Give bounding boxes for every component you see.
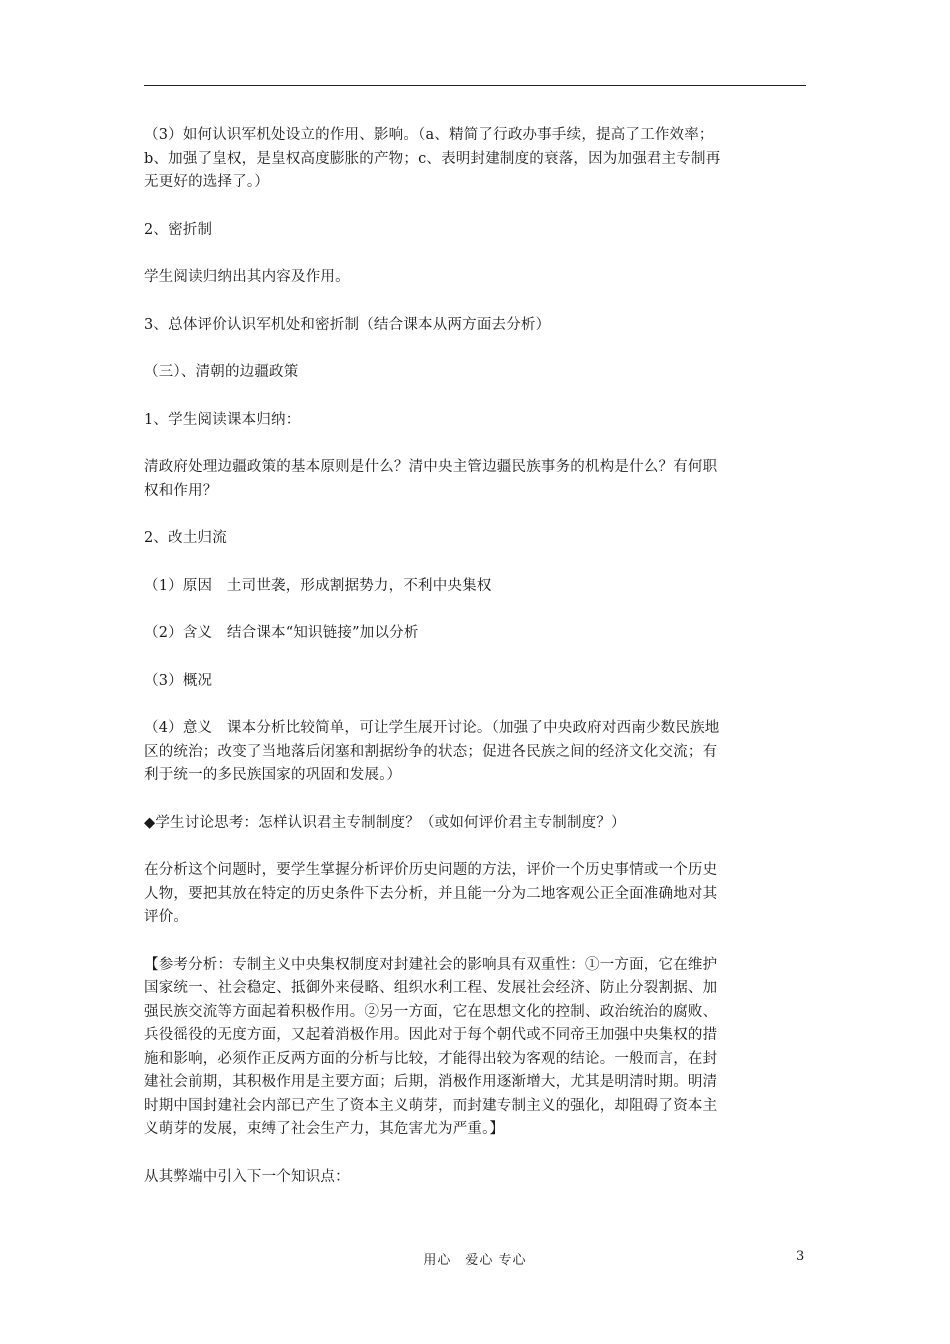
text-line: 人物，要把其放在特定的历史条件下去分析，并且能一分为二地客观公正全面准确地对其 [144, 885, 718, 902]
text-line: 义萌芽的发展，束缚了社会生产力，其危害尤为严重。】 [144, 1121, 505, 1137]
paragraph-p15 [144, 954, 808, 1142]
paragraph-p16 [144, 1166, 808, 1190]
text-line: 强民族交流等方面起着积极作用。②另一方面，它在思想文化的控制、政治统治的腐败、 [144, 1003, 718, 1020]
text-line: b、加强了皇权，是皇权高度膨胀的产物；c、表明封建制度的衰落，因为加强君主专制再 [144, 150, 721, 167]
text-line: 权和作用？ [144, 482, 218, 499]
footer-motto: 用心 爱心 专心 [423, 1253, 527, 1268]
text-line: 无更好的选择了。） [144, 174, 270, 190]
text-line: 建社会前期，其积极作用是主要方面；后期，消极作用逐渐增大，尤其是明清时期。明清 [144, 1074, 718, 1090]
paragraph-p12 [144, 717, 808, 788]
paragraph-p13 [144, 812, 808, 836]
paragraph-p3 [144, 266, 808, 290]
text-line: 国家统一、社会稳定、抵御外来侵略、组织水利工程、发展社会经济、防止分裂割据、加 [144, 980, 718, 996]
text-line: 3、总体评价认识军机处和密折制（结合课本从两方面去分析） [144, 316, 551, 333]
text-line: 1、学生阅读课本归纳： [144, 411, 301, 428]
paragraph-p4 [144, 314, 808, 338]
page-number: 3 [796, 1249, 805, 1264]
text-line: （三）、清朝的边疆政策 [144, 364, 299, 380]
text-line: 学生阅读归纳出其内容及作用。 [144, 269, 350, 285]
paragraph-p2 [144, 219, 808, 243]
text-line: （4）意义 课本分析比较简单，可让学生展开讨论。（加强了中央政府对西南少数民族地 [144, 720, 720, 736]
paragraph-p9 [144, 575, 808, 599]
paragraph-p11 [144, 670, 808, 694]
text-line: （3）如何认识军机处设立的作用、影响。（a、精简了行政办事手续，提高了工作效率； [144, 127, 714, 143]
paragraph-p7 [144, 456, 808, 503]
paragraph-p14 [144, 859, 808, 930]
text-line: （3）概况 [144, 672, 213, 689]
text-line: 【参考分析：专制主义中央集权制度对封建社会的影响具有双重性：①一方面，它在维护 [144, 956, 718, 973]
text-line: 2、改土归流 [144, 530, 227, 546]
text-line: 兵役徭役的无度方面，又起着消极作用。因此对于每个朝代或不同帝王加强中央集权的措 [144, 1027, 718, 1043]
text-line: 区的统治；改变了当地落后闭塞和割据纷争的状态；促进各民族之间的经济文化交流；有 [144, 743, 718, 760]
paragraph-p1 [144, 124, 808, 195]
paragraph-p10 [144, 622, 808, 646]
text-line: 施和影响，必须作正反两方面的分析与比较，才能得出较为客观的结论。一般而言，在封 [144, 1050, 718, 1067]
paragraph-p5 [144, 361, 808, 385]
text-line: （1）原因 土司世袭，形成割据势力，不利中央集权 [144, 577, 492, 594]
text-line: 2、密折制 [144, 221, 213, 238]
text-line: 利于统一的多民族国家的巩固和发展。） [144, 767, 402, 783]
header-rule [144, 85, 806, 86]
text-line: 评价。 [144, 909, 189, 925]
text-line: ◆学生讨论思考：怎样认识君主专制制度？（或如何评价君主专制制度？） [144, 814, 626, 831]
paragraph-p8 [144, 527, 808, 551]
text-line: 清政府处理边疆政策的基本原则是什么？清中央主管边疆民族事务的机构是什么？有何职 [144, 459, 718, 475]
text-line: 时期中国封建社会内部已产生了资本主义萌芽，而封建专制主义的强化，却阻碍了资本主 [144, 1097, 718, 1114]
text-line: 从其弊端中引入下一个知识点： [144, 1168, 350, 1185]
paragraph-p6 [144, 409, 808, 433]
text-line: （2）含义 结合课本“知识链接”加以分析 [144, 625, 419, 641]
text-line: 在分析这个问题时，要学生掌握分析评价历史问题的方法，评价一个历史事情或一个历史 [144, 862, 718, 878]
document-body [144, 124, 808, 1213]
